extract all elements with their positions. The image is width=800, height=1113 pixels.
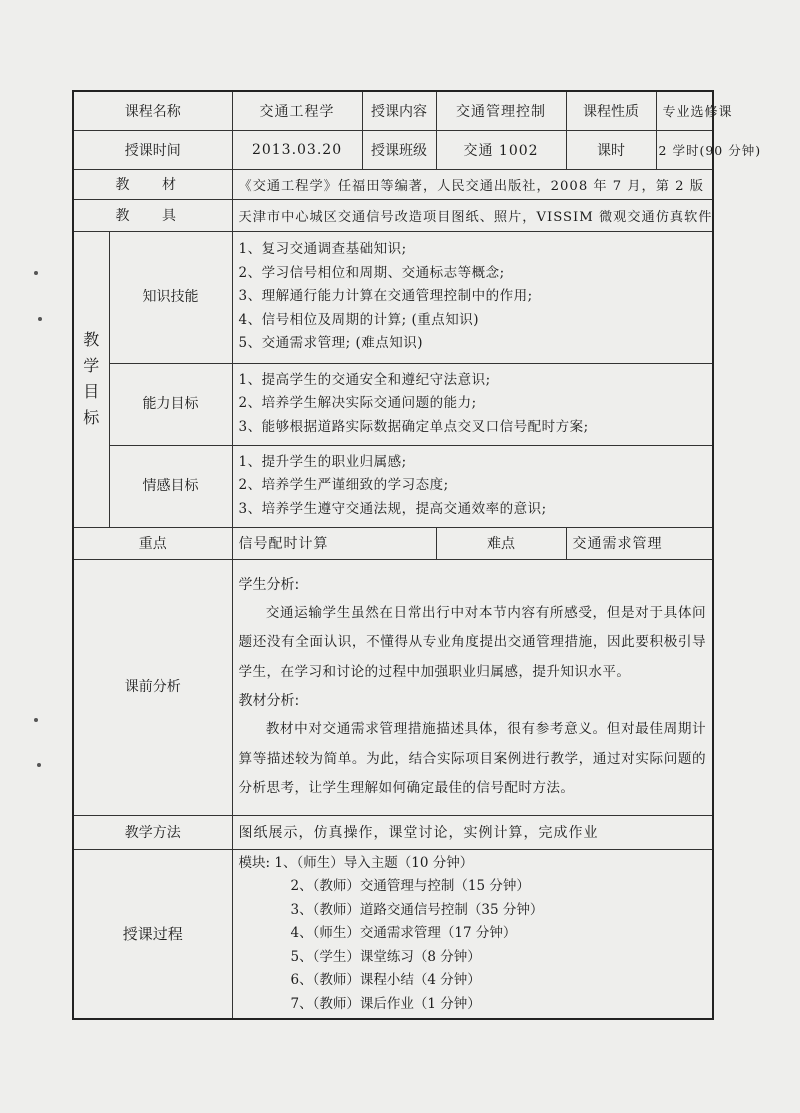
process-item: 4、（师生）交通需求管理（17 分钟）	[290, 925, 517, 941]
material-analysis-title: 教材分析:	[238, 693, 300, 709]
emotion-list	[232, 445, 713, 527]
hours-label: 课时	[566, 130, 656, 169]
difficult-point-label: 难点	[436, 527, 566, 559]
class-value: 交通 1002	[436, 130, 566, 169]
module-prefix: 模块:	[238, 854, 271, 871]
binding-hole-mark	[34, 718, 38, 722]
process-label: 授课过程	[73, 849, 232, 1019]
date-value: 2013.03.20	[232, 130, 362, 169]
nature-label: 课程性质	[566, 91, 656, 130]
binding-hole-mark	[38, 317, 42, 321]
ability-item: 2、培养学生解决实际交通问题的能力;	[238, 395, 477, 412]
knowledge-list	[232, 231, 713, 363]
nature-value: 专业选修课	[656, 91, 713, 130]
process-item: 7、（教师）课后作业（1 分钟）	[290, 995, 481, 1012]
ability-item: 1、提高学生的交通安全和遵纪守法意识;	[238, 371, 491, 388]
analysis-row	[73, 559, 713, 815]
hours-value: 2 学时(90 分钟)	[656, 130, 713, 169]
method-value: 图纸展示，仿真操作，课堂讨论，实例计算，完成作业	[232, 815, 713, 849]
method-row	[73, 815, 713, 849]
ability-label: 能力目标	[109, 363, 232, 445]
emotion-row	[73, 445, 713, 527]
time-label: 授课时间	[73, 130, 232, 169]
binding-hole-mark	[34, 271, 38, 275]
emotion-item: 1、提升学生的职业归属感;	[238, 453, 407, 470]
ability-row	[73, 363, 713, 445]
emotion-label: 情感目标	[109, 445, 232, 527]
process-item: 3、（教师）道路交通信号控制（35 分钟）	[290, 901, 544, 918]
process-row	[73, 849, 713, 1019]
tools-label: 教 具	[73, 199, 232, 231]
knowledge-row	[73, 231, 713, 363]
process-list	[232, 849, 713, 1019]
knowledge-item: 4、信号相位及周期的计算; (重点知识)	[238, 311, 479, 328]
lesson-plan-table	[72, 90, 762, 1020]
process-item: 2、（教师）交通管理与控制（15 分钟）	[290, 878, 530, 894]
emotion-item: 2、培养学生严谨细致的学习态度;	[238, 477, 449, 494]
tools-row	[73, 199, 713, 231]
process-item: 6、（教师）课程小结（4 分钟）	[290, 972, 481, 988]
process-item: 5、（学生）课堂练习（8 分钟）	[290, 948, 481, 965]
key-point-value: 信号配时计算	[232, 527, 436, 559]
textbook-label: 教 材	[73, 169, 232, 199]
content-value: 交通管理控制	[436, 91, 566, 130]
course-name-label: 课程名称	[73, 91, 232, 130]
student-analysis-title: 学生分析:	[238, 576, 300, 593]
material-analysis-text: 教材中对交通需求管理措施描述具体，很有参考意义。但对最佳周期计算等描述较为简单。为此，结合实际项目案例进行教学，通过对实际问题的分析思考，让学生理解如何确定最佳的信号配时方法。	[238, 721, 707, 796]
difficult-point-value: 交通需求管理	[566, 527, 713, 559]
emotion-item: 3、培养学生遵守交通法规，提高交通效率的意识;	[238, 500, 547, 517]
ability-list	[232, 363, 713, 445]
textbook-value: 《交通工程学》任福田等编著，人民交通出版社，2008 年 7 月，第 2 版	[232, 169, 713, 199]
knowledge-item: 1、复习交通调查基础知识;	[238, 241, 407, 258]
tools-value: 天津市中心城区交通信号改造项目图纸、照片，VISSIM 微观交通仿真软件	[232, 199, 713, 231]
textbook-row	[73, 169, 713, 199]
focus-row	[73, 527, 713, 559]
objectives-label: 教学目标	[73, 231, 109, 527]
course-name-value: 交通工程学	[232, 91, 362, 130]
class-label: 授课班级	[362, 130, 436, 169]
content-label: 授课内容	[362, 91, 436, 130]
knowledge-label: 知识技能	[109, 231, 232, 363]
binding-hole-mark	[37, 763, 41, 767]
header-row-2	[73, 130, 713, 169]
knowledge-item: 5、交通需求管理; (难点知识)	[238, 335, 423, 352]
knowledge-item: 2、学习信号相位和周期、交通标志等概念;	[238, 264, 505, 281]
method-label: 教学方法	[73, 815, 232, 849]
process-item: 模块: 1、（师生）导入主题（10 分钟）	[238, 854, 474, 871]
analysis-label: 课前分析	[73, 559, 232, 815]
ability-item: 3、能够根据道路实际数据确定单点交叉口信号配时方案;	[238, 418, 589, 435]
student-analysis-text: 交通运输学生虽然在日常出行中对本节内容有所感受，但是对于具体问题还没有全面认识，不懂得从专业角度提出交通管理措施，因此要积极引导学生，在学习和讨论的过程中加强职业归属感，提升知识水平。	[238, 604, 707, 680]
knowledge-item: 3、理解通行能力计算在交通管理控制中的作用;	[238, 288, 533, 305]
key-point-label: 重点	[73, 527, 232, 559]
analysis-content	[232, 559, 713, 815]
header-row-1	[73, 91, 713, 130]
